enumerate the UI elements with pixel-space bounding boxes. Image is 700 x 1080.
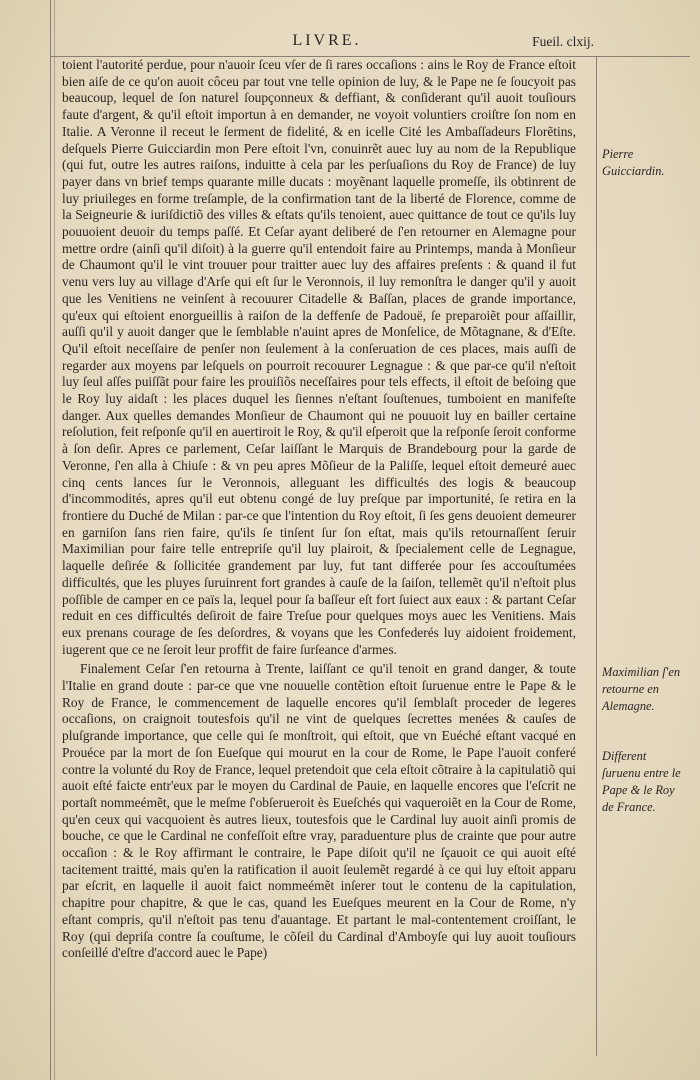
left-frame-rule-inner (54, 0, 55, 1080)
margin-note-guicciardin: Pierre Guicciardin. (602, 147, 665, 178)
margin-note-maximilian: Maximilian ſ'en retourne en Alemagne. (602, 665, 681, 713)
page-header (62, 30, 592, 56)
margin-note-different: Different ſuruenu entre le Pape & le Roy de France. (602, 749, 681, 814)
paragraph: Finalement Ceſar ſ'en retourna à Trente, laiſſant ce qu'il tenoit en grand danger, & toute l'Italie en grand doute : par-ce que vne nouuelle contẽtion eſtoit ſuruenue entre le Pape & le Roy de France, le commencement de laquelle encores qu'il ſemblaſt proceder de legeres occaſions, on craignoit toutesfois qu'il ne vint de quelques ſecrettes menées & cauſes de pluſgrande importance, que celle qui ſe monſtroit, qui eſtoit, que vn Euéché eſtant vacqué en Prouéce par la mort de ſon Eueſque qui mourut en la cour de Rome, le Pape l'auoit conferé contre la volunté du Roy de France, lequel pretendoit que cela eſtoit cõtraire à la capitulatiõ qui auoit eſté faicte entr'eux par le moyen du Cardinal de Pauie, en laquelle encores que l'eſcrit ne portaſt nommeémẽt, que le meſme ſ'obſerueroit ès Eueſchés qui vaqueroiẽt en la Cour de Rome, qu'en ceux qui vacquoient ès autres lieux, toutesfois que le Cardinal luy auoit ainſi promis de bouche, ce que le Cardinal ne confeſſoit eſtre vray, paraduenture plus de crainte que pour autre occaſion : & le Roy affirmant le contraire, le Pape diſoit qu'il ne ſçauoit ce qui auoit eſté tacitement traitté, mais qu'en la ratification il auoit ſeulemẽt regardé à ce qui luy eſtoit apparu par eſcrit, en laquelle il auoit faict nommeémẽt inſerer tout le contenu de la capitulation, chapitre pour chapitre, & que le cas, quand les Eueſques meurent en la Cour de Rome, n'y eſtant compris, qu'il n'eſtoit pas tenu d'auantage. Et partant le mal-contentement croiſſant, le Roy (qui depriſa contre ſa couſtume, le cõſeil du Cardinal d'Amboyſe qui luy auoit touſiours conſeillé d'eſtre d'accord auec le Pape) (62, 661, 576, 961)
folio-number: Fueil. clxij. (532, 34, 594, 49)
left-frame-rule (50, 0, 51, 1080)
body-text (62, 57, 576, 962)
running-head: LIVRE. (292, 32, 362, 49)
margin-column-rule (596, 56, 597, 1056)
paragraph: toient l'autorité perdue, pour n'auoir ſceu vſer de ſi rares occaſions : ains le Roy de France eſtoit bien aiſe de ce qu'on auoit côceu par tout vne telle opinion de luy, & le Pape ne ſe ſoucyoit pas beaucoup, lequel de ſon naturel ſoupçonneux & deffiant, & conſiderant qu'il auoit touſiours faute d'argent, & qu'il eſtoit importun à en demander, ne voyoit voluntiers croiſtre ſon nom en Italie. A Veronne il receut le ſerment de fidelité, & en icelle Cité les Ambaſſadeurs Florẽtins, deſquels Pierre Guicciardin mon Pere eſtoit l'vn, conuinrẽt auec luy au nom de la Republique (qui fut, outre les autres raiſons, induitte à cela par les perſuaſions du Roy de France) de luy payer dans vn brief temps quarante mille ducats : moyẽnant laquelle promeſſe, ils obtinrent de luy priuileges en forme treſample, de la confirmation tant de la liberté de Florence, comme de la Seigneurie & iuriſdictiõ des villes & eſtats qu'ils tenoient, auec quittance de tout ce qu'ils luy pouuoient deuoir du temps paſſé. Et Ceſar ayant deliberé de ſ'en retourner en Alemagne pour mettre ordre (ainſi qu'il diſoit) à la guerre qu'il entendoit faire au Printemps, manda à Monſieur de Chaumont qu'il le vint trouuer pour traitter auec luy des affaires preſents : & quand il fut venu vers luy au village d'Arſe qui eſt ſur le Veronnois, il luy remonſtra le danger qu'il y auoit que les Venitiens ne veinſent à recouurer Citadelle & Baſſan, places de grande importance, qu'eux qui eſtoient enorgueillis à raiſon de la deffenſe de Padouë, ſe preparoiẽt pour aſſaillir, auſſi qu'il y auoit danger que le ſemblable n'auint apres de Monſelice, de Mõtagnane, & d'Eſte. Qu'il eſtoit neceſſaire de penſer non ſeulement à la conſeruation de ces places, mais auſſi de regarder aux moyens par leſquels on pourroit recouurer Legnague : & que par-ce qu'il n'eſtoit luy ſeul aſſes puiſſãt pour faire les prouiſiõs neceſſaires pour tels effects, il eſtoit de beſoing que le Roy luy aidaſt : les places duquel les ſiennes n'eſtant ſouſtenues, tumboient en manifeſte danger. Aux quelles demandes Monſieur de Chaumont qui ne pouuoit luy en bailler certaine reſolution, feit reſponſe qu'il en auertiroit le Roy, & qu'il eſperoit que la reſponſe ſeroit conforme à ſon deſir. Apres ce parlement, Ceſar laiſſant le Marquis de Brandebourg pour la garde de Veronne, ſ'en alla à Chiuſe : & vn peu apres Mõſieur de la Paliſſe, lequel eſtoit demeuré auec cinq cents lances ſur le Veronnois, alleguant les difficultés des logis & beaucoup d'incommodités, apres qu'il eut obtenu congé de luy preſque par importunité, ſe retira en la frontiere du Duché de Milan : par-ce que l'intention du Roy eſtoit, ſi ſes gens deuoient demeurer en garniſon ſans rien faire, qu'ils ſe tinſent ſur ſon eſtat, mais qu'ils retournaſſent ſeruir Maximilian pour faire telle entrepriſe qu'il luy plairoit, & ſpecialement celle de Legnague, laquelle deſirée & ſollicitée grandement par luy, fut tant differée pour ſes accouſtumées difficultés, que les pluyes ſuruinrent fort grandes à cauſe de la ſaiſon, tellemẽt qu'il n'eſtoit plus poſſible de camper en ce païs la, lequel pour ſa baſſeur eſt fort ſuiect aux eaux : & partant Ceſar reduit en ces difficultés deſiroit de faire Treſue pour quelques moys auec les Venitiens. Mais eux prenans courage de ſes deſordres, & voyans que les Confederés luy aidoient froidement, iugerent que ce ne ſeroit leur proffit de faire ſurſeance d'armes. (62, 57, 576, 657)
